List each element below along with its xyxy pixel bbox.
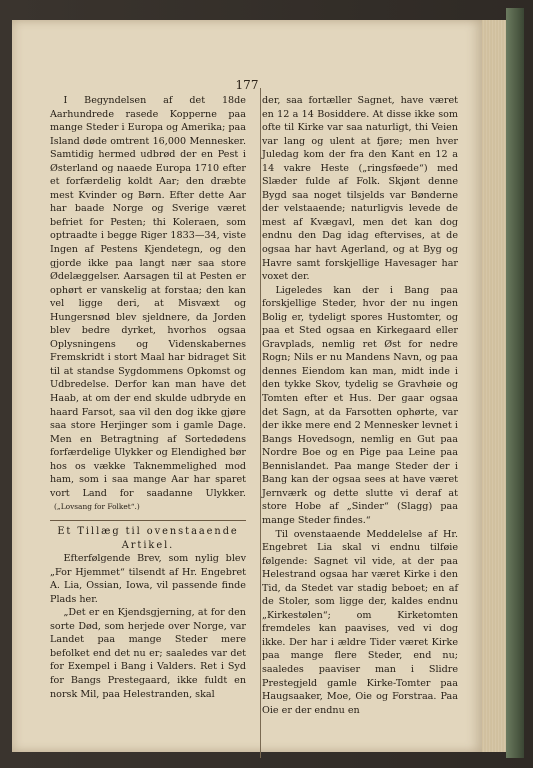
right-paragraph-2: Ligeledes kan der i Bang paa forskjellige Steder, hvor der nu ingen Bolig er, tydeligt spores Hustomter, og paa et Sted ogsaa en Kirkegaard eller Gravplads, nemlig ret Øst for nedre Rogn; Nils er nu Mandens Navn, og paa dennes Eiendom kan man, midt inde i den tykke Skov, tydelig se Gravhøie og Tomten efter et Hus. Der gaar ogsaa det Sagn, at da Farsotten ophørte, var der ikke mere end 2 Mennesker levnet i Bangs Hovedsogn, nemlig en Gut paa Nordre Boe og en Pige paa Leine paa Bennislandet. Paa mange Steder der i Bang kan der ogsaa sees at have været Jernværk og dette slutte vi deraf at store Hobe af „Sinder“ (Slagg) paa mange Steder findes.“ [262,284,458,526]
page-number: 177 [235,78,259,92]
right-paragraph-1: der, saa fortæller Sagnet, have været en 12 a 14 Bosiddere. At disse ikke som ofte til Kirke var saa naturligt, thi Veien var lang og ulent at fjøre; men hver Juledag kom der fra den Kant en 12 a 14 vakre Heste („ringsføede“) med Slæder fulde af Folk. Skjønt denne Bygd saa noget tilsjelds var Bønderne der velstaaende; naturligvis levede de mest af Kvægavl, men det kan dog endnu den Dag idag eftervises, at de ogsaa har havt Agerland, og at Byg og Havre samt forskjellige Havesager har voxet der. [262,95,458,283]
column-divider [260,88,261,758]
article-heading: Et Tillæg til ovenstaaende Artikel. [57,525,239,551]
left-paragraph-3: „Det er en Kjendsgjerning, at for den sorte Død, som herjede over Norge, var Landet paa mange Steder mere befolket end det nu er; saaledes var det for Exempel i Bang i Valders. Ret i Syd for Bangs Prestegaard, ikke fuldt en norsk Mil, paa Helestranden, skal [50,607,246,700]
left-column [50,94,246,701]
heading-rule [50,520,246,521]
page-edges [482,20,506,752]
right-paragraph-3: Til ovenstaaende Meddelelse af Hr. Engebret Lia skal vi endnu tilføie følgende: Sagnet vil vide, at der paa Helestrand ogsaa har været Kirke i den Tid, da Stedet var stadig beboet; en af de Stoler, som ligge der, kaldes endnu „Kirkestølen“; om Kirketomten fremdeles kan paavises, ved vi dog ikke. Der har i ældre Tider været Kirke paa mange flere Steder, end nu; saaledes paaviser man i Slidre Prestegjeld gamle Kirke-Tomter paa Haugsaaker, Moe, Oie og Forstraa. Paa Oie er der endnu en [262,528,458,716]
page [12,20,482,752]
source-citation: („Lovsang for Folket“.) [54,502,140,512]
left-paragraph-2: Efterfølgende Brev, som nylig blev „For Hjemmet“ tilsendt af Hr. Engebret A. Lia, Ossian, Iowa, vil passende finde Plads her. [50,553,246,605]
right-column [262,94,458,717]
book-cover-edge [506,8,524,758]
left-paragraph-1-text: I Begyndelsen af det 18de Aarhundrede rasede Kopperne paa mange Steder i Europa og Amerika; paa Island døde omtrent 16,000 Mennesker. Samtidig hermed udbrød der en Pest i Østerland og naaede Europa 1710 efter et forfærdelig koldt Aar; den dræbte mest Kvinder og Børn. Efter dette Aar har baade Norge og Sverige været befriet for Pesten; thi Koleraen, som optraadte i begge Riger 1833—34, viste Ingen af Pestens Kjendetegn, og den gjorde ikke paa langt nær saa store Ødelæggelser. Aarsagen til at Pesten er ophørt er vanskelig at forstaa; den kan vel ligge deri, at Misvæxt og Hungersnød blev sjeldnere, da Jorden blev bedre dyrket, hvorhos ogsaa Oplysningens og Videnskabernes Fremskridt i stort Maal har bidraget Sit til at standse Sygdommens Opkomst og Udbredelse. Derfor kan man have det Haab, at om der end skulde udbryde en haard Farsot, saa vil den dog ikke gjøre saa store Herjinger som i gamle Dage. Men en Betragtning af Sortedødens forfærdelige Ulykker og Elendighed bør hos os vække Taknemmelighed mod ham, som i saa mange Aar har sparet vort Land for saadanne Ulykker. [50,95,246,499]
left-paragraph-1 [50,94,246,514]
